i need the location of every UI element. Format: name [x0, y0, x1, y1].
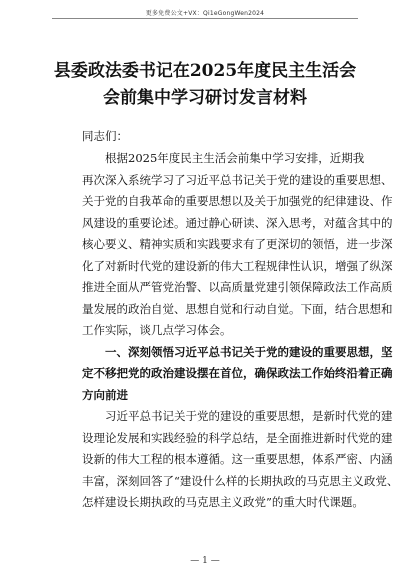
section-heading-line: 方向前进 [82, 387, 128, 402]
section-heading-line: 一、深刻领悟习近平总书记关于党的建设的重要思想，坚 [82, 344, 393, 359]
section-body-line: 设新的伟大工程的根本遵循。这一重要思想，体系严密、内涵 [82, 452, 393, 466]
intro-line: 量发展的政治自觉、思想自觉和行动自觉。下面，结合思想和 [82, 301, 393, 316]
section-body-line: 习近平总书记关于党的建设的重要思想，是新时代党的建 [82, 409, 393, 423]
intro-line: 推进全面从严管党治警、以高质量党建引领保障政法工作高质 [82, 280, 393, 294]
intro-line: 核心要义、精神实质和实践要求有了更深切的领悟，进一步深 [82, 237, 393, 251]
intro-line: 关于党的自我革命的重要思想以及关于加强党的纪律建设、作 [82, 194, 393, 208]
intro-line: 化了对新时代党的建设新的伟大工程规律性认识，增强了纵深 [82, 258, 393, 273]
intro-line: 再次深入系统学习了习近平总书记关于党的建设的重要思想、 [82, 172, 393, 187]
section-body-line: 怎样建设长期执政的马克思主义政党”的重大时代课题。 [82, 495, 364, 509]
header-divider [52, 18, 358, 19]
page-number: — 1 — [190, 556, 220, 566]
intro-line: 根据2025年度民主生活会前集中学习安排，近期我 [82, 151, 365, 165]
section-body-line: 设理论发展和实践经验的科学总结，是全面推进新时代党的建 [82, 430, 393, 445]
section-heading-line: 定不移把党的政治建设摆在首位，确保政法工作始终沿着正确 [82, 366, 393, 380]
intro-line: 工作实际，谈几点学习体会。 [82, 323, 232, 337]
header-note: 更多免费公文+VX：Qi1eGongWen2024 [145, 10, 265, 17]
salutation: 同志们： [82, 129, 128, 143]
document-title [0, 58, 410, 112]
document-body [82, 148, 399, 514]
intro-line: 风建设的重要论述。通过静心研读、深入思考，对蕴含其中的 [82, 215, 393, 230]
title-line: 会前集中学习研讨发言材料 [103, 88, 307, 108]
title-line: 县委政法委书记在2025年度民主生活会 [53, 61, 357, 81]
section-body-line: 丰富，深刻回答了“建设什么样的长期执政的马克思主义政党、 [82, 473, 399, 488]
